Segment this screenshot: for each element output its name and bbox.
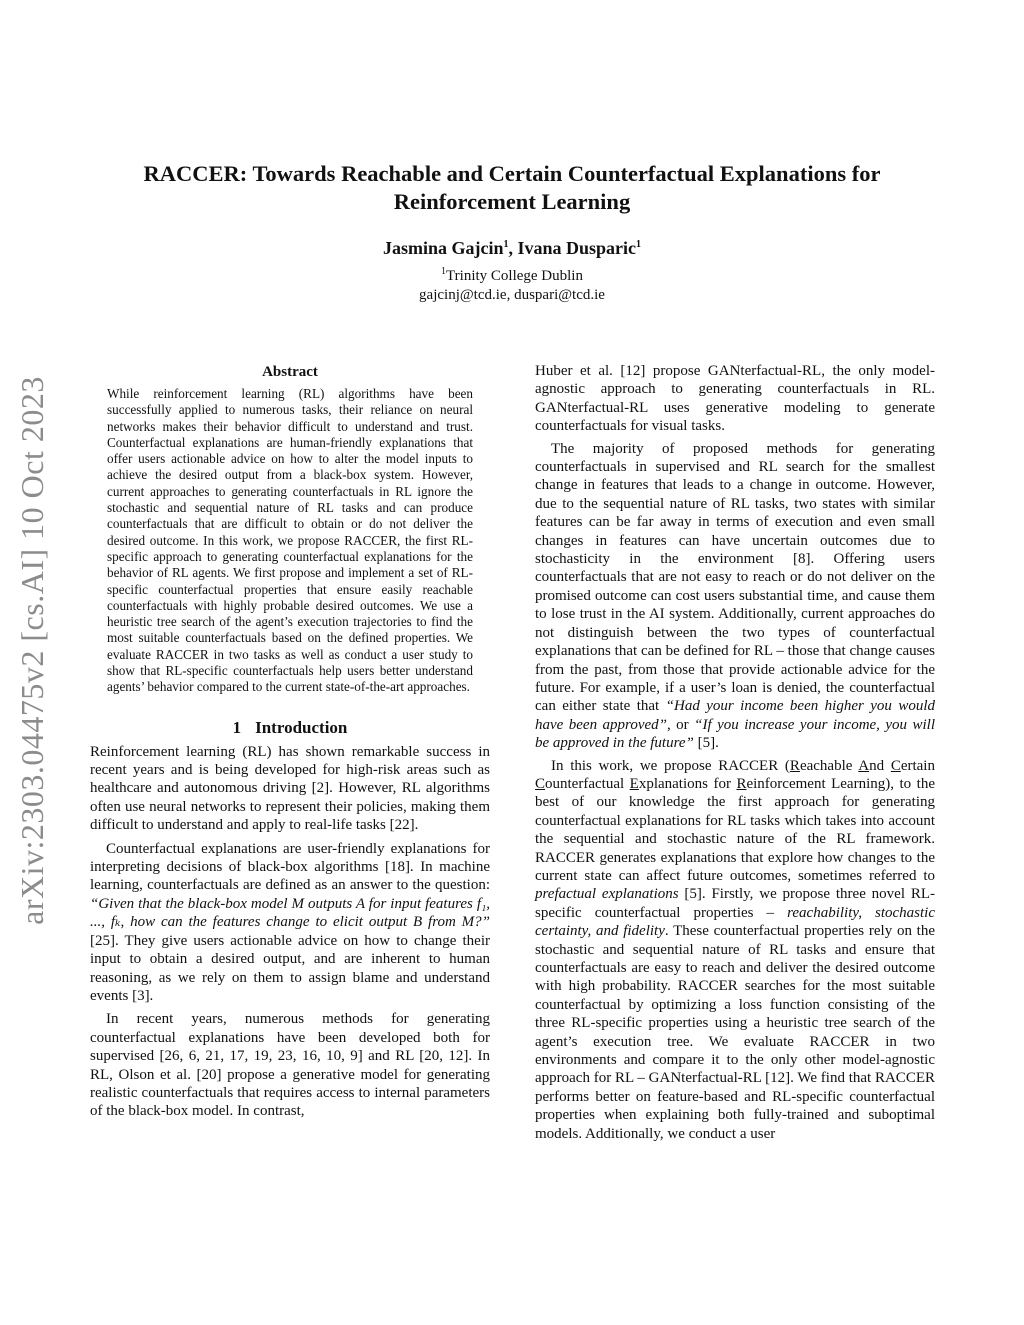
- arxiv-identifier: arXiv:2303.04475v2 [cs.AI] 10 Oct 2023: [13, 375, 50, 925]
- abstract-text: While reinforcement learning (RL) algorithms have been successfully applied to numerous tasks, their reliance on neural networks makes their behavior difficult to understand and trust. Counterfactual explanations are human-friendly explanations that offer users actionable advice on how to alter the model inputs to achieve the desired output from a black-box system. However, current approaches to generating counterfactuals in RL ignore the stochastic and sequential nature of RL tasks and can produce counterfactuals that are difficult to obtain or do not deliver the desired outcome. In this work, we propose RACCER, the first RL-specific approach to generating counterfactual explanations for the behavior of RL agents. We first propose and implement a set of RL-specific counterfactual properties that ensure easily reachable counterfactuals with highly probable desired outcomes. We use a heuristic tree search of the agent’s execution trajectories to find the most suitable counterfactuals based on the defined properties. We evaluate RACCER in two tasks as well as conduct a user study to show that RL-specific counterfactuals help users better understand agents’ behavior compared to the current state-of-the-art approaches.: [107, 386, 473, 695]
- paragraph-text: ounterfactual: [545, 775, 630, 792]
- author-name: Ivana Dusparic: [517, 238, 637, 258]
- abstract-heading: Abstract: [262, 364, 318, 380]
- paragraph-text: The majority of proposed methods for generating counterfactuals in supervised and RL search for the smallest change in features that leads to a change in outcome. However, due to the sequential nature of RL tasks, two states with similar features can be far away in terms of execution and even small changes in features can have uncertain outcomes due to stochasticity in the environment [8]. Offering users counterfactuals that are not easy to reach or do not deliver on the promised outcome can cost users substantial time, and cause them to lose trust in the AI system. Additionally, current approaches do not distinguish between the two types of counterfactual explanations that can be defined for RL – those that change causes from the past, from those that provide actionable advice for the future. For example, if a user’s loan is denied, the counterfactual can either state that: [535, 440, 935, 715]
- paragraph-text: nd: [869, 757, 891, 774]
- paragraph-text: In this work, we propose RACCER (: [551, 757, 790, 774]
- institution-name: Trinity College Dublin: [446, 268, 583, 284]
- author-name: Jasmina Gajcin: [382, 238, 504, 258]
- affiliation-marker: 1: [636, 239, 642, 250]
- paragraph-text: Counterfactual explanations are user-friendly explanations for interpreting decisions of black-box algorithms [18]. In machine learning, counterfactuals are defined as an answer to the question:: [90, 840, 490, 894]
- paragraph-text: einforcement Learning), to the best of our knowledge the first approach for generating counterfactual explanations for RL tasks which takes into account the sequential and stochastic nature of the RL framework. RACCER generates explanations that explore how changes to the current state can affect future outcomes, sometimes referred to: [535, 775, 935, 884]
- acronym-letter: E: [629, 775, 639, 792]
- affiliation-block: [60, 267, 964, 305]
- right-column: [535, 362, 935, 1147]
- affiliation-marker: 1: [503, 239, 509, 250]
- affiliation-marker: 1: [441, 266, 447, 277]
- paragraph-text: xplanations for: [638, 775, 737, 792]
- section-number: 1: [232, 717, 242, 737]
- paper-title: [60, 160, 964, 216]
- paragraph-text: eachable: [799, 757, 859, 774]
- paragraph-text: . These counterfactual properties rely on the stochastic and sequential nature of RL tasks and ensure that counterfactuals are easy to reach and deliver the desired outcome with high probability. RACCER searches for the most suitable counterfactual by optimizing a loss function consisting of the three RL-specific properties using a heuristic tree search of the agent’s execution tree. We evaluate RACCER in two environments and compare it to the only other model-agnostic approach for RL – GANterfactual-RL [12]. We find that RACCER performs better on feature-based and RL-specific counterfactual properties when explaining both fully-trained and suboptimal models. Additionally, we conduct a user: [535, 923, 936, 1142]
- emphasis-quote: “Had your income been higher you would have been approved”: [535, 698, 935, 733]
- author-separator: ,: [508, 238, 518, 258]
- institution: [60, 267, 964, 286]
- emphasis-quote: “Given that the black-box model M outputs A for input features f₁, ..., fₖ, how can the features change to elicit output B from M?”: [90, 895, 490, 931]
- paragraph-text: [5]. Firstly, we propose three novel RL-specific counterfactual properties –: [535, 886, 935, 921]
- author-list: [60, 236, 964, 260]
- emphasis-quote: “If you increase your income, you will be approved in the future”: [535, 716, 935, 752]
- author-emails: gajcinj@tcd.ie, duspari@tcd.ie: [419, 287, 605, 303]
- acronym-letter: C: [890, 757, 901, 774]
- acronym-letter: A: [858, 757, 870, 774]
- paragraph: [90, 840, 490, 1006]
- arxiv-identifier-stamp: [4, 365, 60, 935]
- paragraph-text: [25]. They give users actionable advice on how to change their input to obtain a desired output, and are inherent to human reasoning, as we rely on them to assign blame and understand events [3].: [90, 932, 490, 1004]
- paragraph: In recent years, numerous methods for generating counterfactual explanations have been developed both for supervised [26, 6, 21, 17, 19, 23, 16, 10, 9] and RL [20, 12]. In RL, Olson et al. [20] propose a generative model for generating realistic counterfactuals that requires access to internal parameters of the black-box model. In contrast,: [90, 1011, 490, 1120]
- paragraph: Huber et al. [12] propose GANterfactual-RL, the only model-agnostic approach to generating counterfactuals in RL. GANterfactual-RL uses generative modeling to generate counterfactuals for visual tasks.: [535, 363, 935, 435]
- paragraph-text: , or: [666, 716, 695, 733]
- emphasis-term: prefactual explanations: [535, 886, 679, 903]
- acronym-letter: R: [789, 757, 800, 774]
- emphasis-term: reachability, stochastic certainty, and fidelity: [535, 904, 935, 940]
- title-line-2: Reinforcement Learning: [393, 189, 631, 214]
- section-title: Introduction: [255, 717, 348, 737]
- acronym-letter: R: [736, 775, 747, 792]
- paragraph: [535, 757, 935, 1144]
- acronym-letter: C: [535, 775, 546, 792]
- left-column: [90, 362, 490, 1126]
- section-heading: [90, 717, 490, 739]
- title-line-1: RACCER: Towards Reachable and Certain Counterfactual Explanations for: [143, 161, 881, 186]
- paragraph: [535, 440, 935, 753]
- paragraph-text: ertain: [900, 757, 935, 774]
- paragraph-text: [5].: [693, 735, 719, 752]
- paragraph: Reinforcement learning (RL) has shown remarkable success in recent years and is being developed for high-risk areas such as healthcare and autonomous driving [2]. However, RL algorithms often use neural networks to represent their policies, making them difficult to understand and apply to real-life tasks [22].: [90, 743, 490, 834]
